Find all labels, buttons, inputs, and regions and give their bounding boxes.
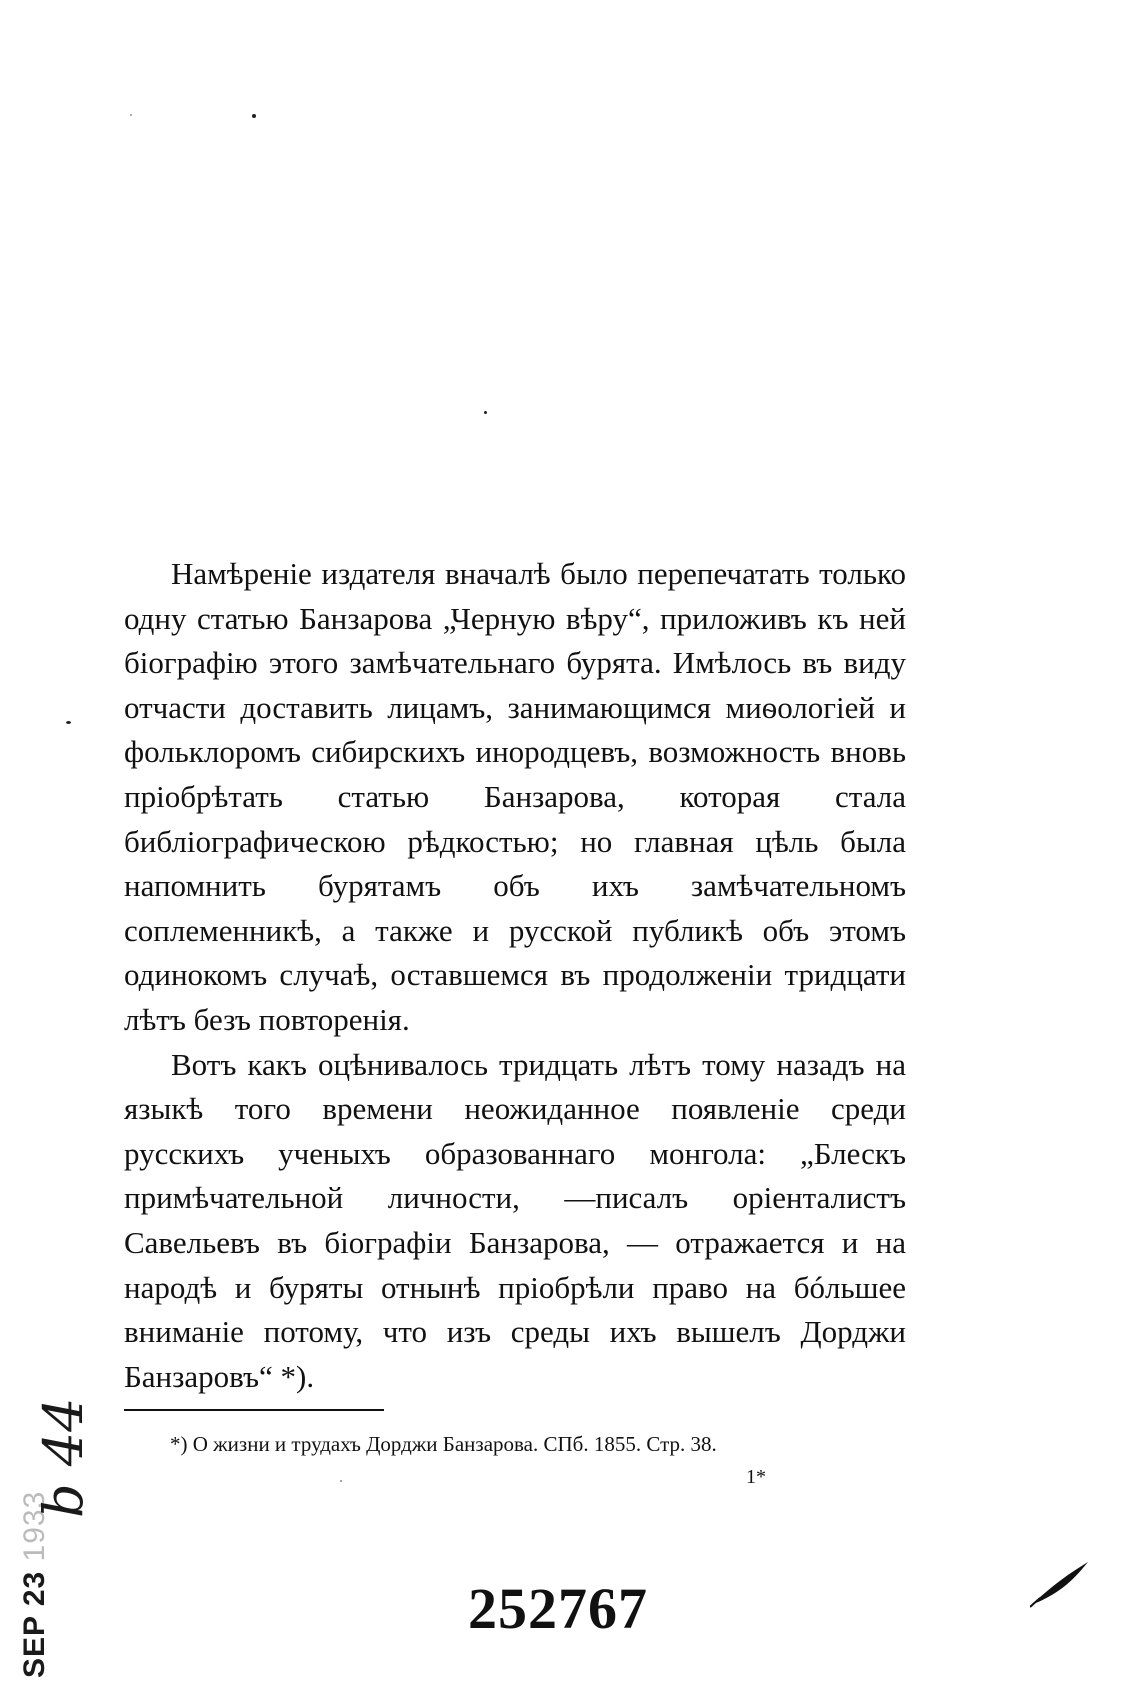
inventory-number-stamp: 252767 (468, 1576, 648, 1641)
footnote: *) О жизни и трудахъ Дорджи Банзарова. СПб. 1855. Стр. 38. (170, 1432, 717, 1456)
stamp-date: SEP 23 (18, 1570, 51, 1678)
ink-speck (130, 114, 132, 116)
library-date-stamp (18, 1491, 52, 1678)
footnote-divider (124, 1409, 384, 1411)
main-text (124, 552, 906, 1399)
handwritten-shelf-note: b 44 (32, 1397, 95, 1518)
paragraph-2: Вотъ какъ оцѣнивалось тридцать лѣтъ тому назадъ на языкѣ того времени неожиданное появленіе среди русскихъ ученыхъ образованнаго монгола: „Блескъ примѣчательной личности, —писалъ оріенталистъ Савельевъ въ біографіи Банзарова, — отражается и на народѣ и буряты отнынѣ пріобрѣли право на бóльшее вниманіе потому, что изъ среды ихъ вышелъ Дорджи Банзаровъ“ *). (124, 1046, 906, 1394)
quill-mark-icon (1030, 1560, 1090, 1608)
ink-speck (252, 114, 256, 118)
paragraph-1: Намѣреніе издателя вначалѣ было перепечатать только одну статью Банзарова „Черную вѣру“, приложивъ къ ней біографію этого замѣчательнаго бурята. Имѣлось въ виду отчасти доставить лицамъ, занимающимся миѳологіей и фольклоромъ сибирскихъ инородцевъ, возможность вновь пріобрѣтать статью Банзарова, которая стала библіографическою рѣдкостью; но главная цѣль была напомнить бурятамъ объ ихъ замѣчательномъ соплеменникѣ, а также и русской публикѣ объ этомъ одинокомъ случаѣ, оставшемся въ продолженіи тридцати лѣтъ безъ повторенія. (124, 556, 906, 1037)
ink-speck (340, 1480, 342, 1482)
printer-signature-mark: 1* (746, 1466, 766, 1488)
ink-speck (484, 411, 487, 414)
ink-speck (66, 721, 71, 724)
stamp-year: 1933 (18, 1490, 51, 1562)
